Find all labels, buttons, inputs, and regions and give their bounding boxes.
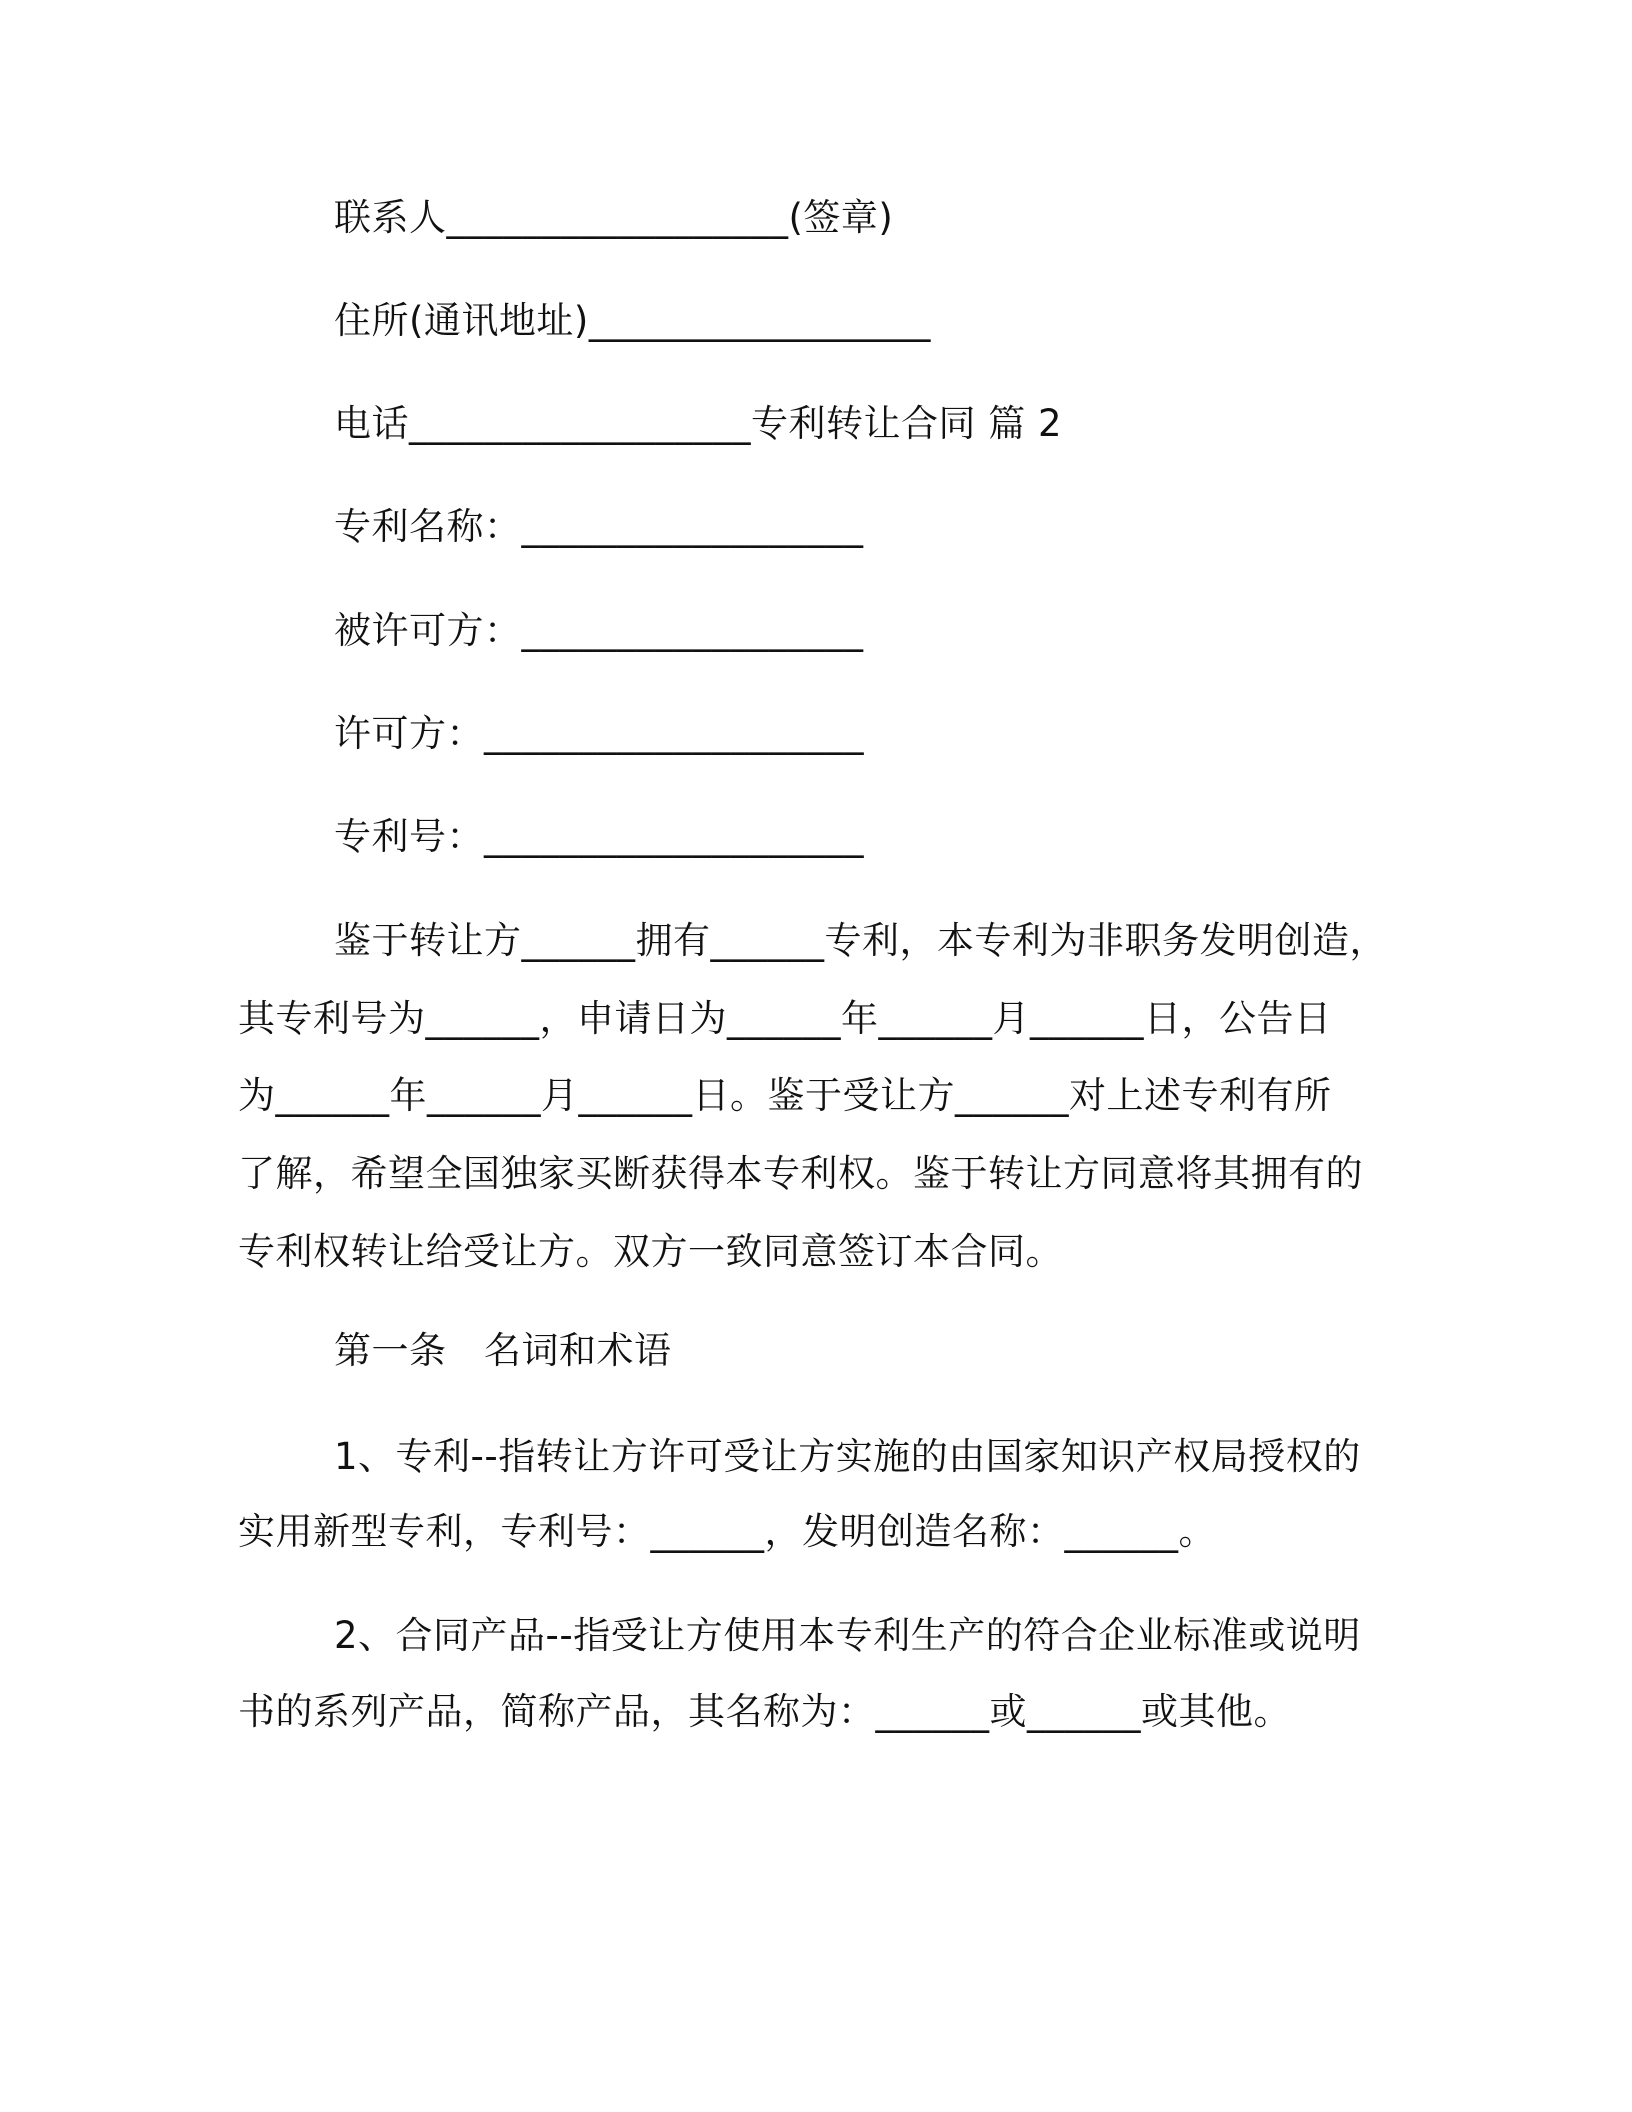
phone-and-section-title-line: 电话__________________专利转让合同 篇 2: [334, 402, 1063, 445]
licensor-line: 许可方：____________________: [334, 712, 864, 755]
address-line: 住所(通讯地址)__________________: [334, 299, 931, 342]
clause-1-line-1: 1、专利--指转让方许可受让方实施的由国家知识产权局授权的: [334, 1435, 1361, 1478]
clause-2-line-1: 2、合同产品--指受让方使用本专利生产的符合企业标准或说明: [334, 1614, 1361, 1657]
patent-name-line: 专利名称：__________________: [334, 505, 864, 548]
patent-number-line: 专利号：____________________: [334, 815, 864, 858]
article-1-heading: 第一条 名词和术语: [334, 1329, 672, 1372]
preamble-line-1: 鉴于转让方______拥有______专利，本专利为非职务发明创造，: [334, 919, 1387, 962]
preamble-line-2: 其专利号为______，申请日为______年______月______日，公告日: [238, 997, 1332, 1040]
licensee-line: 被许可方：__________________: [334, 609, 864, 652]
preamble-line-4: 了解，希望全国独家买断获得本专利权。鉴于转让方同意将其拥有的: [238, 1152, 1363, 1195]
preamble-line-3: 为______年______月______日。鉴于受让方______对上述专利有所: [238, 1074, 1332, 1117]
clause-1-line-2: 实用新型专利，专利号：______，发明创造名称：______。: [238, 1510, 1216, 1553]
preamble-line-5: 专利权转让给受让方。双方一致同意签订本合同。: [238, 1230, 1063, 1273]
clause-2-line-2: 书的系列产品，简称产品，其名称为：______或______或其他。: [238, 1690, 1291, 1733]
contact-person-line: 联系人__________________(签章): [334, 196, 894, 239]
